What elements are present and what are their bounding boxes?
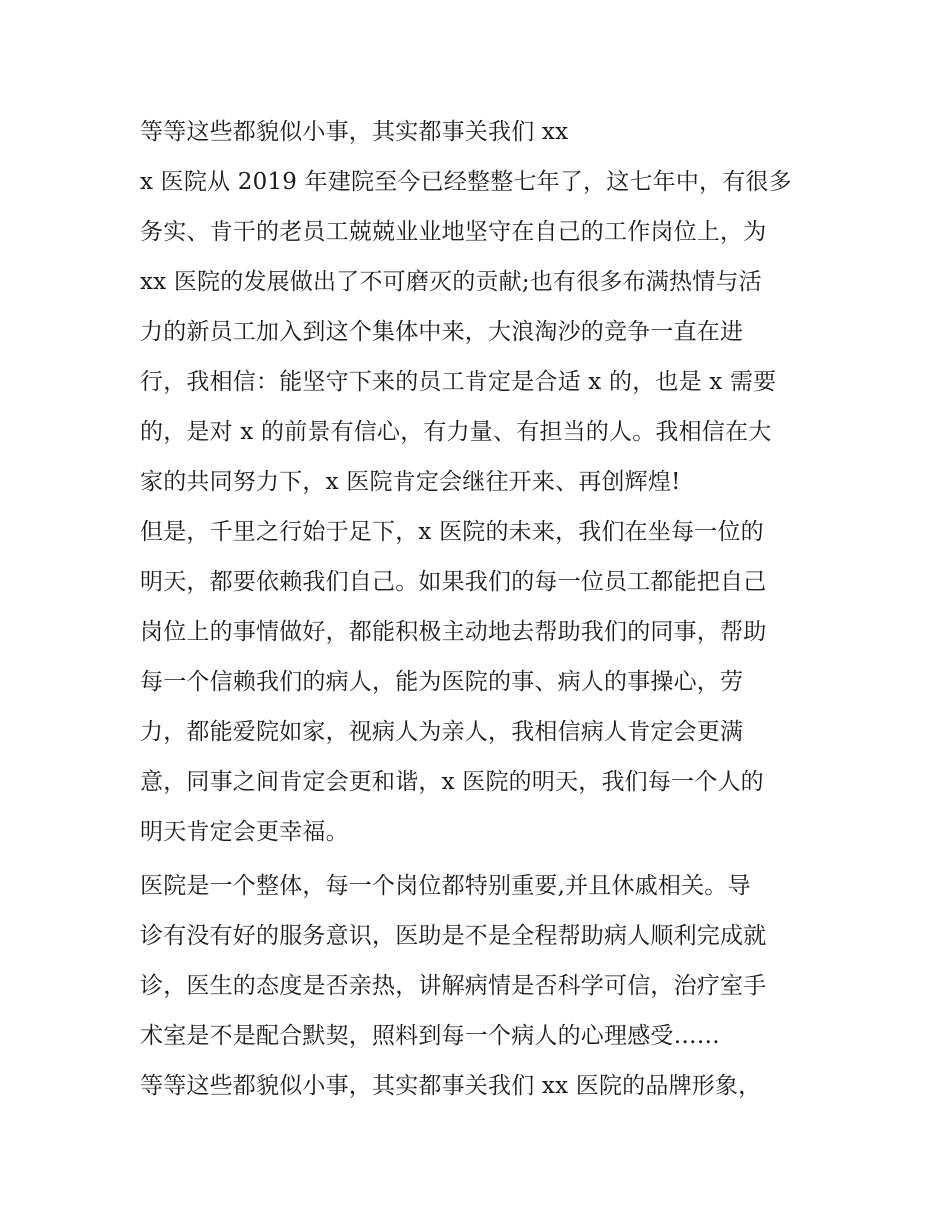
text-line: x 医院从 2019 年建院至今已经整整七年了，这七年中，有很多 — [140, 169, 792, 195]
text-line: 等等这些都貌似小事，其实都事关我们 xx — [140, 119, 569, 145]
text-line: 家的共同努力下，x 医院肯定会继往开来、再创辉煌! — [140, 469, 681, 495]
text-line: 诊，医生的态度是否亲热，讲解病情是否科学可信，治疗室手 — [140, 973, 767, 999]
text-line: 岗位上的事情做好，都能积极主动地去帮助我们的同事，帮助 — [140, 619, 767, 645]
text-line: 明天，都要依赖我们自己。如果我们的每一位员工都能把自己 — [140, 569, 767, 595]
text-line: 力的新员工加入到这个集体中来，大浪淘沙的竞争一直在进 — [140, 319, 744, 345]
text-line: 等等这些都貌似小事，其实都事关我们 xx 医院的品牌形象， — [140, 1073, 762, 1099]
text-line: 医院是一个整体，每一个岗位都特别重要,并且休戚相关。导 — [140, 873, 751, 899]
text-line: 术室是不是配合默契，照料到每一个病人的心理感受…… — [140, 1023, 720, 1049]
text-line: 但是，千里之行始于足下，x 医院的未来，我们在坐每一位的 — [140, 519, 764, 545]
text-line: xx 医院的发展做出了不可磨灭的贡献;也有很多布满热情与活 — [140, 269, 762, 295]
text-line: 行，我相信：能坚守下来的员工肯定是合适 x 的，也是 x 需要 — [140, 369, 777, 395]
text-line: 意，同事之间肯定会更和谐，x 医院的明天，我们每一个人的 — [140, 769, 764, 795]
text-line: 力，都能爱院如家，视病人为亲人，我相信病人肯定会更满 — [140, 719, 744, 745]
text-line: 每一个信赖我们的病人，能为医院的事、病人的事操心，劳 — [140, 669, 744, 695]
text-line: 诊有没有好的服务意识，医助是不是全程帮助病人顺利完成就 — [140, 923, 767, 949]
text-line: 务实、肯干的老员工兢兢业业地坚守在自己的工作岗位上，为 — [140, 219, 767, 245]
text-line: 明天肯定会更幸福。 — [140, 819, 349, 845]
text-line: 的，是对 x 的前景有信心，有力量、有担当的人。我相信在大 — [140, 419, 772, 445]
